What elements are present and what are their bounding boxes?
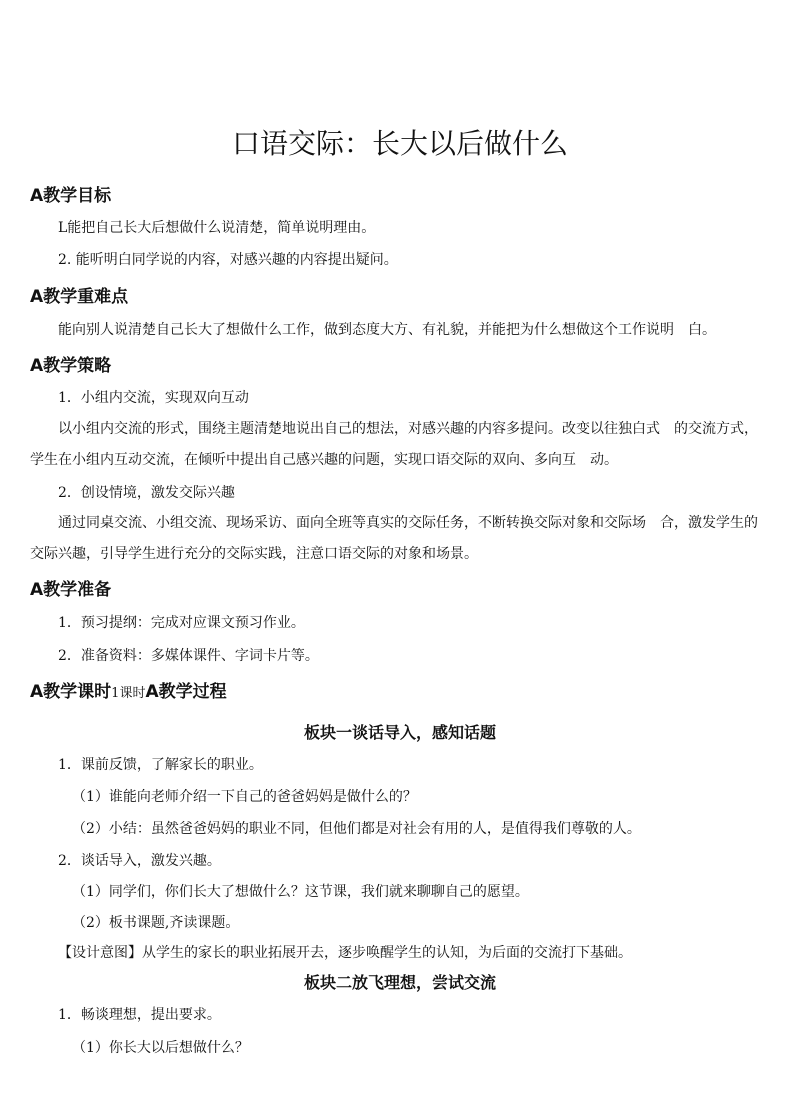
- process-heading: A教学过程: [145, 682, 227, 702]
- block1-design-intent: 【设计意图】从学生的家长的职业拓展开去，逐步唤醒学生的认知，为后面的交流打下基础。: [58, 945, 632, 961]
- strategy-heading: A教学策略: [30, 356, 112, 376]
- block2-title: 板块二放飞理想，尝试交流: [303, 973, 496, 992]
- block1-line-5: （1）同学们，你们长大了想做什么？这节课，我们就来聊聊自己的愿望。: [72, 884, 529, 900]
- preparation-item-2: 2．准备资料：多媒体课件、字词卡片等。: [58, 648, 319, 664]
- goals-heading: A教学目标: [30, 186, 112, 206]
- key-points-heading: A教学重难点: [30, 287, 129, 307]
- preparation-heading: A教学准备: [30, 580, 112, 600]
- block2-line-2: （1）你长大以后想做什么？: [72, 1040, 249, 1056]
- block1-line-4: 2．谈话导入，激发兴趣。: [58, 853, 221, 869]
- strategy-item-1-title: 1．小组内交流，实现双向互动: [58, 390, 249, 406]
- block1-line-6: （2）板书课题,齐读课题。: [72, 915, 240, 931]
- key-points-text: 能向别人说清楚自己长大了想做什么工作，做到态度大方、有礼貌，并能把为什么想做这个工作说明 白。: [58, 322, 716, 338]
- hours-value: 1课时: [111, 686, 146, 701]
- block1-line-1: 1．课前反馈，了解家长的职业。: [58, 757, 263, 773]
- hours-heading-line: [30, 680, 227, 706]
- strategy-item-2-text: 通过同桌交流、小组交流、现场采访、面向全班等真实的交际任务，不断转换交际对象和交际场 合，激发学生的交际兴趣，引导学生进行充分的交际实践，注意口语交际的对象和场景。: [30, 515, 758, 562]
- block1-line-3: （2）小结：虽然爸爸妈妈的职业不同，但他们都是对社会有用的人，是值得我们尊敬的人。: [72, 821, 641, 837]
- goal-item-2: 2. 能听明白同学说的内容，对感兴趣的内容提出疑问。: [58, 252, 398, 268]
- preparation-item-1: 1．预习提纲：完成对应课文预习作业。: [58, 615, 305, 631]
- block1-title: 板块一谈话导入，感知话题: [303, 723, 496, 742]
- hours-heading: A教学课时: [30, 682, 112, 702]
- block1-line-2: （1）谁能向老师介绍一下自己的爸爸妈妈是做什么的？: [72, 789, 417, 805]
- document-title: 口语交际：长大以后做什么: [231, 127, 568, 160]
- strategy-item-1-text: 以小组内交流的形式，围绕主题清楚地说出自己的想法，对感兴趣的内容多提问。改变以往独白式 的交流方式，学生在小组内互动交流，在倾听中提出自己感兴趣的问题，实现口语交际的双向、多向互 动。: [30, 421, 758, 468]
- block2-line-1: 1．畅谈理想，提出要求。: [58, 1007, 221, 1023]
- goal-item-1: L能把自己长大后想做什么说清楚，简单说明理由。: [58, 220, 376, 236]
- strategy-item-2-title: 2．创设情境，激发交际兴趣: [58, 485, 235, 501]
